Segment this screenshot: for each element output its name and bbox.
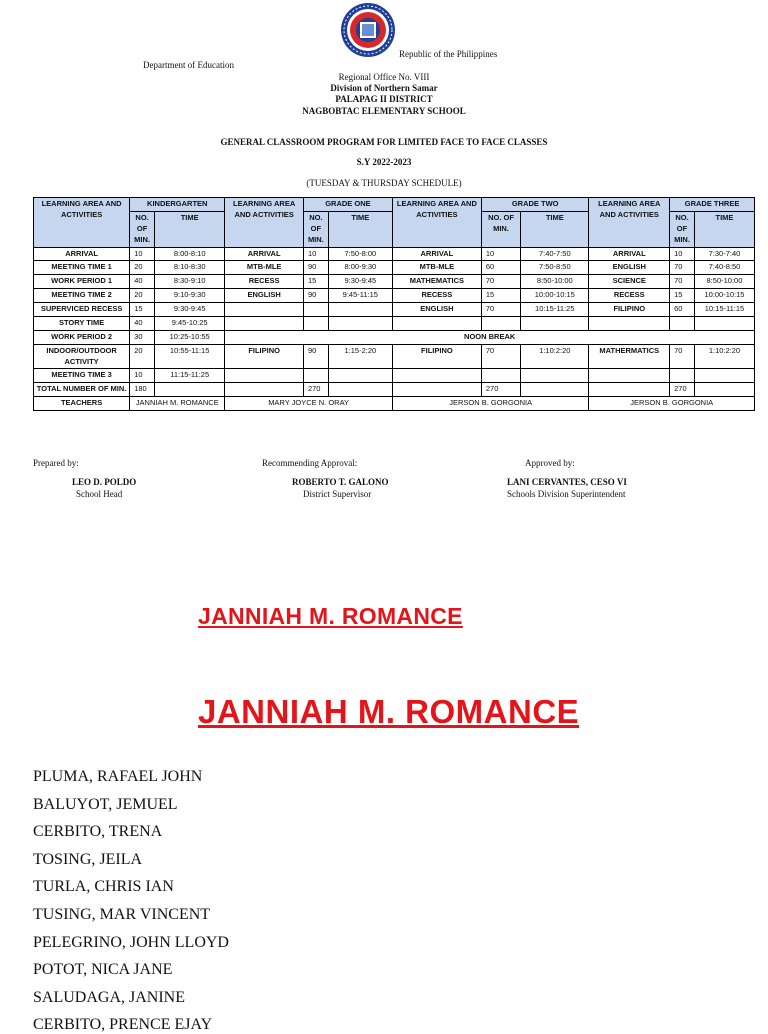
schedule-note: (TUESDAY & THURSDAY SCHEDULE) xyxy=(306,178,462,188)
table-cell xyxy=(670,316,695,330)
table-row xyxy=(34,261,755,275)
table-cell xyxy=(481,369,520,383)
table-cell: 9:30-9:45 xyxy=(328,275,392,289)
teacher-grade-three: JERSON B. GORGONIA xyxy=(589,397,755,411)
division-text: Division of Northern Samar xyxy=(330,83,438,93)
prepared-name: LEO D. POLDO xyxy=(72,477,137,487)
table-cell: 180 xyxy=(130,383,155,397)
table-cell: 1:10:2:20 xyxy=(521,344,589,369)
table-cell: RECESS xyxy=(225,275,304,289)
header-time: TIME xyxy=(694,211,754,247)
table-cell: TOTAL NUMBER OF MIN. xyxy=(34,383,130,397)
header-time: TIME xyxy=(155,211,225,247)
table-cell: MEETING TIME 2 xyxy=(34,289,130,303)
teachers-section xyxy=(34,397,755,411)
table-cell xyxy=(328,383,392,397)
table-cell xyxy=(521,369,589,383)
table-cell xyxy=(392,383,481,397)
table-row xyxy=(34,303,755,317)
teacher-name-heading-large: JANNIAH M. ROMANCE xyxy=(198,693,580,730)
table-cell: 1:10:2:20 xyxy=(694,344,754,369)
table-row xyxy=(34,289,755,303)
table-cell xyxy=(392,316,481,330)
schedule-body-bottom xyxy=(34,344,755,397)
recommending-label: Recommending Approval: xyxy=(262,458,358,468)
table-cell: 70 xyxy=(670,344,695,369)
school-year: S.Y 2022-2023 xyxy=(356,157,412,167)
table-cell: 9:45-10:25 xyxy=(155,316,225,330)
header-grade-two: GRADE TWO xyxy=(481,198,589,212)
teacher-kindergarten: JANNIAH M. ROMANCE xyxy=(130,397,225,411)
table-cell xyxy=(328,316,392,330)
region-text: Regional Office No. VIII xyxy=(338,72,430,82)
table-cell: ENGLISH xyxy=(225,289,304,303)
table-cell xyxy=(225,383,304,397)
table-cell: 8:00-9:30 xyxy=(328,261,392,275)
student-name: TUSING, MAR VINCENT xyxy=(33,906,211,923)
table-cell: ARRIVAL xyxy=(225,247,304,261)
table-cell: ARRIVAL xyxy=(392,247,481,261)
table-cell xyxy=(303,316,328,330)
table-row xyxy=(34,383,755,397)
table-cell xyxy=(521,316,589,330)
student-name: PLUMA, RAFAEL JOHN xyxy=(33,768,203,785)
teachers-label: TEACHERS xyxy=(34,397,130,411)
table-cell: 7:50-8:00 xyxy=(328,247,392,261)
table-header xyxy=(34,198,755,248)
header-grade-one: GRADE ONE xyxy=(303,198,392,212)
table-cell xyxy=(303,303,328,317)
header-no-of-min: NO. OF MIN. xyxy=(130,211,155,247)
table-cell: MEETING TIME 3 xyxy=(34,369,130,383)
table-cell: FILIPINO xyxy=(589,303,670,317)
prepared-label: Prepared by: xyxy=(33,458,79,468)
table-cell: 30 xyxy=(130,330,155,344)
student-name: PELEGRINO, JOHN LLOYD xyxy=(33,933,229,951)
table-cell: 70 xyxy=(481,275,520,289)
work-period-2-section xyxy=(34,330,755,344)
table-cell: 20 xyxy=(130,289,155,303)
table-cell: 7:50-8:50 xyxy=(521,261,589,275)
approved-title: Schools Division Superintendent xyxy=(507,489,626,499)
table-cell: 10 xyxy=(670,247,695,261)
table-cell: RECESS xyxy=(589,289,670,303)
table-cell: 10:00-10:15 xyxy=(521,289,589,303)
table-cell: FILIPINO xyxy=(225,344,304,369)
table-cell: 70 xyxy=(481,344,520,369)
department-text: Department of Education xyxy=(143,60,234,70)
table-cell xyxy=(589,383,670,397)
table-cell: 10:55-11:15 xyxy=(155,344,225,369)
table-cell: 20 xyxy=(130,344,155,369)
table-cell: ENGLISH xyxy=(589,261,670,275)
table-cell: 70 xyxy=(670,275,695,289)
table-cell: 90 xyxy=(303,261,328,275)
table-cell: 270 xyxy=(303,383,328,397)
header-time: TIME xyxy=(328,211,392,247)
student-name: POTOT, NICA JANE xyxy=(33,961,173,979)
table-cell: 10:15-11:25 xyxy=(521,303,589,317)
table-cell: 1:15-2:20 xyxy=(328,344,392,369)
header-grade-three: GRADE THREE xyxy=(670,198,755,212)
table-row xyxy=(34,330,755,344)
recommending-name: ROBERTO T. GALONO xyxy=(292,477,389,487)
table-cell: 40 xyxy=(130,316,155,330)
table-cell: 90 xyxy=(303,344,328,369)
header-learning-area-1: LEARNING AREA AND ACTIVITIES xyxy=(34,198,130,248)
schedule-body-top xyxy=(34,247,755,330)
table-cell xyxy=(225,369,304,383)
table-cell: 8:30-9:10 xyxy=(155,275,225,289)
teacher-name-heading-small: JANNIAH M. ROMANCE xyxy=(198,603,463,629)
republic-text: Republic of the Philippines xyxy=(399,49,498,59)
table-row xyxy=(34,344,755,369)
approved-name: LANI CERVANTES, CESO VI xyxy=(507,477,627,487)
table-cell: 9:10-9:30 xyxy=(155,289,225,303)
program-title: GENERAL CLASSROOM PROGRAM FOR LIMITED FACE TO FACE CLASSES xyxy=(220,137,548,147)
table-cell: SUPERVICED RECESS xyxy=(34,303,130,317)
table-cell: MATHERMATICS xyxy=(589,344,670,369)
schedule-table xyxy=(33,197,755,411)
table-cell: MTB-MLE xyxy=(392,261,481,275)
table-cell: 7:40-7:50 xyxy=(521,247,589,261)
table-cell: 9:45-11:15 xyxy=(328,289,392,303)
table-cell: ARRIVAL xyxy=(589,247,670,261)
table-cell xyxy=(694,383,754,397)
table-cell xyxy=(225,316,304,330)
table-cell: ARRIVAL xyxy=(34,247,130,261)
table-cell: 15 xyxy=(481,289,520,303)
teachers-row xyxy=(34,397,755,411)
district-text: PALAPAG II DISTRICT xyxy=(335,94,433,104)
header-learning-area-3: LEARNING AREA AND ACTIVITIES xyxy=(392,198,481,248)
table-cell: MATHEMATICS xyxy=(392,275,481,289)
table-cell: 60 xyxy=(481,261,520,275)
table-cell: 8:50-10:00 xyxy=(521,275,589,289)
table-cell xyxy=(328,303,392,317)
table-cell: 90 xyxy=(303,289,328,303)
table-cell: 60 xyxy=(670,303,695,317)
table-cell: 9:30-9:45 xyxy=(155,303,225,317)
student-name: SALUDAGA, JANINE xyxy=(33,988,185,1006)
header-no-of-min: NO. OF MIN. xyxy=(303,211,328,247)
table-row xyxy=(34,275,755,289)
table-cell xyxy=(225,303,304,317)
teacher-grade-one: MARY JOYCE N. ORAY xyxy=(225,397,393,411)
student-name: CERBITO, PRENCE EJAY xyxy=(33,1016,213,1034)
header-no-of-min: NO. OF MIN. xyxy=(481,211,520,247)
table-cell: 10 xyxy=(481,247,520,261)
table-cell: 10 xyxy=(130,247,155,261)
table-cell: 10:15-11:15 xyxy=(694,303,754,317)
student-name: TURLA, CHRIS IAN xyxy=(33,878,174,896)
table-cell: MTB-MLE xyxy=(225,261,304,275)
table-cell: 20 xyxy=(130,261,155,275)
table-cell: 10 xyxy=(130,369,155,383)
table-cell: ENGLISH xyxy=(392,303,481,317)
table-cell xyxy=(392,369,481,383)
table-cell: WORK PERIOD 1 xyxy=(34,275,130,289)
student-name: CERBITO, TRENA xyxy=(33,823,163,841)
table-cell xyxy=(303,369,328,383)
table-cell: 10:00-10:15 xyxy=(694,289,754,303)
table-cell: 15 xyxy=(130,303,155,317)
header-no-of-min: NO. OF MIN. xyxy=(670,211,695,247)
table-cell xyxy=(694,316,754,330)
header-learning-area-4: LEARNING AREA AND ACTIVITIES xyxy=(589,198,670,248)
table-cell xyxy=(521,383,589,397)
header-kindergarten: KINDERGARTEN xyxy=(130,198,225,212)
table-cell xyxy=(328,369,392,383)
table-cell: FILIPINO xyxy=(392,344,481,369)
table-row xyxy=(34,247,755,261)
table-row xyxy=(34,316,755,330)
table-cell: RECESS xyxy=(392,289,481,303)
table-cell: 8:50-10:00 xyxy=(694,275,754,289)
table-cell xyxy=(589,369,670,383)
table-cell: 270 xyxy=(481,383,520,397)
approved-label: Approved by: xyxy=(525,458,575,468)
noon-break-cell: NOON BREAK xyxy=(225,330,755,344)
table-cell: 8:00-8:10 xyxy=(155,247,225,261)
header-learning-area-2: LEARNING AREA AND ACTIVITIES xyxy=(225,198,304,248)
student-name: TOSING, JEILA xyxy=(33,850,143,868)
table-cell: SCIENCE xyxy=(589,275,670,289)
table-cell: 10:25-10:55 xyxy=(155,330,225,344)
table-cell: 15 xyxy=(303,275,328,289)
table-cell: 8:10-8:30 xyxy=(155,261,225,275)
table-cell xyxy=(155,383,225,397)
prepared-title: School Head xyxy=(76,489,123,499)
table-cell: MEETING TIME 1 xyxy=(34,261,130,275)
table-cell: WORK PERIOD 2 xyxy=(34,330,130,344)
table-cell: 270 xyxy=(670,383,695,397)
table-cell: 70 xyxy=(481,303,520,317)
table-cell: 15 xyxy=(670,289,695,303)
table-cell: STORY TIME xyxy=(34,316,130,330)
table-cell xyxy=(694,369,754,383)
table-cell: 7:30-7:40 xyxy=(694,247,754,261)
deped-seal-logo xyxy=(340,2,396,58)
table-cell: 11:15-11:25 xyxy=(155,369,225,383)
table-cell xyxy=(589,316,670,330)
table-row xyxy=(34,369,755,383)
table-cell: 40 xyxy=(130,275,155,289)
teacher-grade-two: JERSON B. GORGONIA xyxy=(392,397,589,411)
table-cell: 7:40-8:50 xyxy=(694,261,754,275)
table-cell: 70 xyxy=(670,261,695,275)
header-time: TIME xyxy=(521,211,589,247)
table-cell: 10 xyxy=(303,247,328,261)
table-cell xyxy=(481,316,520,330)
school-name: NAGBOBTAC ELEMENTARY SCHOOL xyxy=(302,106,466,116)
table-cell xyxy=(670,369,695,383)
table-cell: INDOOR/OUTDOOR ACTIVITY xyxy=(34,344,130,369)
student-name: BALUYOT, JEMUEL xyxy=(33,795,178,813)
recommending-title: District Supervisor xyxy=(303,489,372,499)
